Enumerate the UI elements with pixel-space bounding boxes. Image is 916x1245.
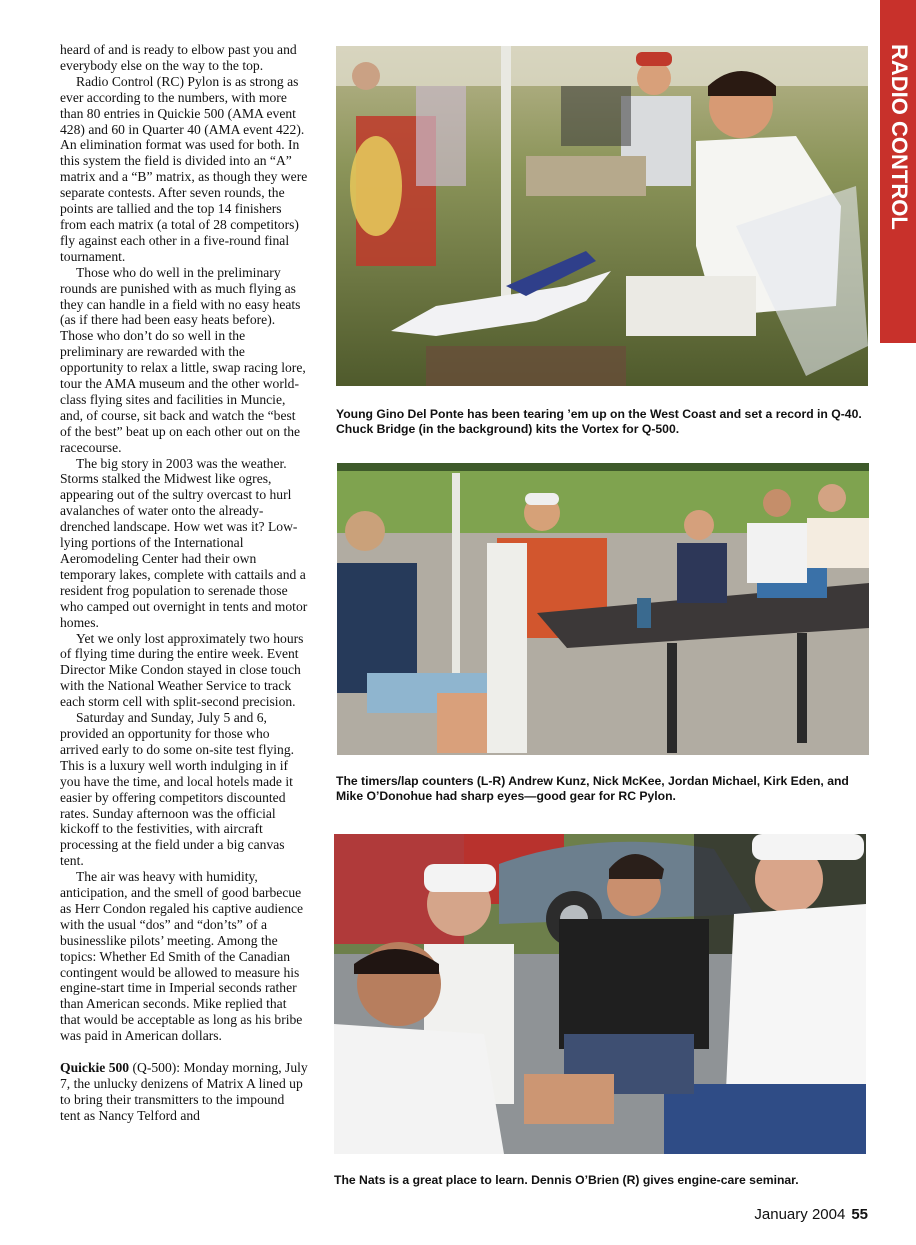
photo-pilots-with-plane (336, 46, 868, 386)
body-paragraph: heard of and is ready to elbow past you and everybody else on the way to the top. (60, 42, 297, 73)
body-paragraph: Yet we only lost approximately two hours of flying time during the entire week. Event Director Mike Condon stayed in close touch with the National Weather Service to track each storm cell with split-second precision. (60, 630, 304, 710)
caption-photo-3: The Nats is a great place to learn. Dennis O’Brien (R) gives engine-care seminar. (334, 1173, 799, 1187)
photo-timers-illustration (337, 463, 869, 755)
caption-photo-2: The timers/lap counters (L-R) Andrew Kunz, Nick McKee, Jordan Michael, Kirk Eden, and Mike O’Donohue had sharp eyes—good gear for RC Pylon. (336, 774, 849, 804)
issue-date: January 2004 (754, 1206, 846, 1223)
subsection-text: (Q-500): Monday morning, July 7, the unlucky denizens of Matrix A lined up to bring their transmitters to the impound tent as Nancy Telford and (60, 1060, 308, 1123)
body-paragraph: Saturday and Sunday, July 5 and 6, provided an opportunity for those who arrived early to do some on-site test flying. This is a luxury well worth indulging in if you have the time, and local hotels made it easier by offering competitors discounted rates. Sunday afternoon was the official kickoff to the festivities, with aircraft processing at the field under a big canvas tent. (60, 710, 295, 869)
subsection-paragraph (60, 1060, 308, 1124)
body-paragraph: The air was heavy with humidity, anticipation, and the smell of good barbecue as Herr Condon regaled his captive audience with the usual “dos” and “don’ts” of a businesslike pilots’ meeting. Among the topics: Whether Ed Smith of the Canadian contingent would be allowed to measure his engine-start time in Imperial seconds rather than American seconds. Mike replied that that would be acceptable as long as his bribe was paid in American dollars. (60, 869, 304, 1044)
section-tab-label: RADIO CONTROL (887, 44, 912, 230)
photo-timers-lap-counters (337, 463, 869, 755)
body-paragraph: The big story in 2003 was the weather. Storms stalked the Midwest like ogres, appearing out of the sultry overcast to hurl avalanches of water onto the already-drenched landscape. How wet was it? Low-lying portions of the International Aeromodeling Center had their own temporary lakes, complete with cattails and a resident frog population to serenade those who camped out overnight in tents and motor homes. (60, 455, 308, 630)
caption-photo-1: Young Gino Del Ponte has been tearing ’em up on the West Coast and set a record in Q-40. Chuck Bridge (in the background) kits the Vortex for Q-500. (336, 407, 862, 437)
page-footer (754, 1206, 868, 1223)
photo-engine-care-seminar (334, 834, 866, 1154)
body-paragraph: Those who do well in the preliminary rounds are punished with as much flying as they can handle in a field with no easy heats (as if there had been easy heats before). Those who don’t do so well in the preliminary are rewarded with the opportunity to relax a little, swap racing lore, tour the AMA museum and the other world-class flying sites and facilities in Muncie, and, of course, sit back and watch the “best of the best” beat up on each other out on the racecourse. (60, 264, 306, 455)
article-column (60, 42, 308, 1124)
section-tab (880, 0, 916, 343)
page-number: 55 (851, 1206, 868, 1223)
photo-pilots-with-plane-illustration (336, 46, 868, 386)
photo-seminar-illustration (334, 834, 866, 1154)
body-paragraph: Radio Control (RC) Pylon is as strong as ever according to the numbers, with more than 80 entries in Quickie 500 (AMA event 428) and 60 in Quarter 40 (AMA event 422). An elimination format was used for both. In this system the field is divided into an “A” matrix and a “B” matrix, as though they were separate contests. After seven rounds, the points are tallied and the top 14 finishers from each matrix (a total of 28 competitors) fly against each other in a five-round final tournament. (60, 73, 308, 264)
subsection-heading: Quickie 500 (60, 1060, 130, 1076)
